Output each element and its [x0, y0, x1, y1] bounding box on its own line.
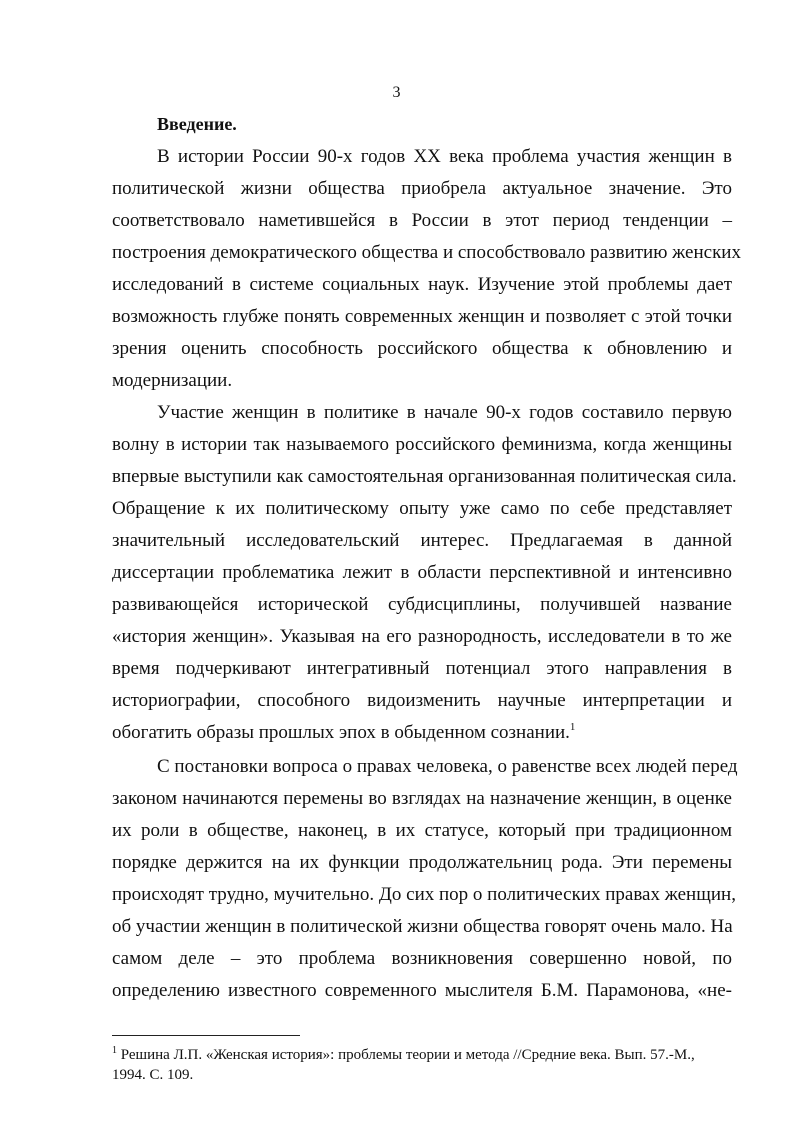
body-text-line: зрения оценить способность российского общества к обновлению и [112, 338, 732, 359]
body-text-line: время подчеркивают интегративный потенциал этого направления в [112, 658, 732, 679]
body-text-line: политической жизни общества приобрела актуальное значение. Это [112, 178, 732, 199]
page-number: 3 [392, 84, 401, 101]
section-heading: Введение. [157, 114, 237, 134]
body-text-line: диссертации проблематика лежит в области перспективной и интенсивно [112, 562, 732, 583]
body-text-line: В истории России 90-х годов XX века проблема участия женщин в [157, 146, 732, 167]
body-text-line: об участии женщин в политической жизни общества говорят очень мало. На [112, 916, 733, 937]
body-text-line: «история женщин». Указывая на его разнородность, исследователи в то же [112, 626, 732, 647]
footnote-text: Решина Л.П. «Женская история»: проблемы теории и метода //Средние века. Вып. 57.-М., [120, 1047, 695, 1063]
body-text-line: модернизации. [112, 370, 233, 391]
footnote-line [112, 1046, 695, 1064]
body-text-line: Обращение к их политическому опыту уже само по себе представляет [112, 498, 732, 519]
body-text-line: значительный исследовательский интерес. Предлагаемая в данной [112, 530, 732, 551]
body-text-line: впервые выступили как самостоятельная организованная политическая сила. [112, 466, 737, 487]
body-text-fragment: обогатить образы прошлых эпох в обыденном сознании. [112, 722, 570, 743]
body-text-line: волну в истории так называемого российского феминизма, когда женщины [112, 434, 732, 455]
body-text-line: законом начинаются перемены во взглядах на назначение женщин, в оценке [112, 788, 732, 809]
body-text-line: самом деле – это проблема возникновения совершенно новой, по [112, 948, 732, 969]
footnote-marker: 1 [112, 1045, 117, 1056]
body-text-line: развивающейся исторической субдисциплины, получившей название [112, 594, 732, 615]
body-text-line: исследований в системе социальных наук. Изучение этой проблемы дает [112, 274, 732, 295]
body-text-line: возможность глубже понять современных женщин и позволяет с этой точки [112, 306, 732, 327]
body-text-line: Участие женщин в политике в начале 90-х годов составило первую [157, 402, 732, 423]
body-text-line: С постановки вопроса о правах человека, о равенстве всех людей перед [157, 756, 738, 777]
body-text-line: определению известного современного мыслителя Б.М. Парамонова, «не- [112, 980, 732, 1001]
body-text-line: построения демократического общества и способствовало развитию женских [112, 242, 741, 263]
body-text-line: порядке держится на их функции продолжательниц рода. Эти перемены [112, 852, 732, 873]
footnote-line: 1994. С. 109. [112, 1067, 194, 1083]
body-text-line: историографии, способного видоизменить научные интерпретации и [112, 690, 732, 711]
body-text-line: их роли в обществе, наконец, в их статусе, который при традиционном [112, 820, 732, 841]
footnote-separator [112, 1035, 300, 1036]
body-text-line-with-footnote [112, 722, 732, 744]
footnote-reference: 1 [569, 721, 576, 733]
body-text-line: происходят трудно, мучительно. До сих пор о политических правах женщин, [112, 884, 736, 905]
body-text-line: соответствовало наметившейся в России в этот период тенденции – [112, 210, 732, 231]
